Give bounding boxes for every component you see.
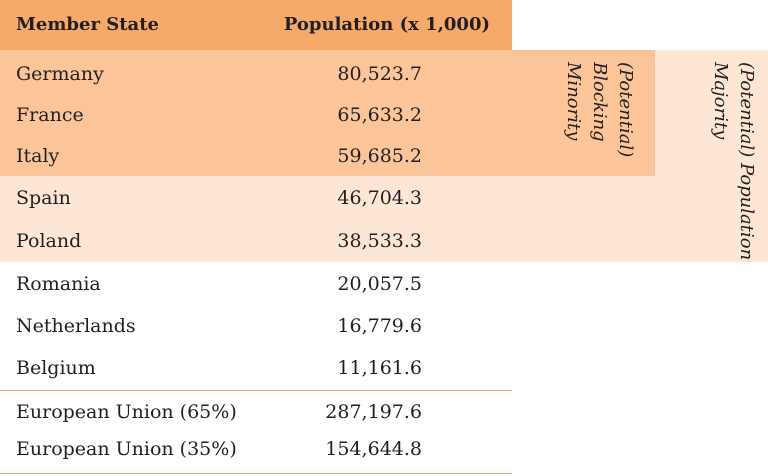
row-name-spain: Spain [16, 187, 71, 209]
row-name-france: France [16, 104, 84, 126]
row-name-eu-35: European Union (35%) [16, 438, 237, 460]
population-majority-line-2: Majority [710, 62, 731, 140]
row-value-poland: 38,533.3 [337, 230, 422, 252]
blocking-minority-line-2: Blocking [589, 62, 610, 142]
row-name-romania: Romania [16, 273, 101, 295]
row-name-germany: Germany [16, 63, 104, 85]
row-value-netherlands: 16,779.6 [337, 315, 422, 337]
table-bottom-rule [0, 473, 512, 474]
population-majority-line-1: (Potential) Population [736, 62, 757, 261]
blocking-minority-label [560, 62, 638, 162]
row-value-italy: 59,685.2 [337, 145, 422, 167]
row-value-belgium: 11,161.6 [337, 357, 422, 379]
row-value-spain: 46,704.3 [337, 187, 422, 209]
row-value-romania: 20,057.5 [337, 273, 422, 295]
row-name-netherlands: Netherlands [16, 315, 136, 337]
row-name-belgium: Belgium [16, 357, 96, 379]
row-value-germany: 80,523.7 [337, 63, 422, 85]
population-majority-label [707, 62, 759, 261]
row-value-eu-65: 287,197.6 [325, 401, 422, 423]
row-value-france: 65,633.2 [337, 104, 422, 126]
row-name-poland: Poland [16, 230, 82, 252]
row-name-eu-65: European Union (65%) [16, 401, 237, 423]
column-header-member-state: Member State [16, 14, 159, 35]
row-name-italy: Italy [16, 145, 60, 167]
blocking-minority-line-3: Minority [563, 62, 584, 141]
total-separator-rule [0, 390, 512, 391]
column-header-population: Population (x 1,000) [283, 14, 490, 35]
blocking-minority-line-1: (Potential) [615, 62, 636, 158]
row-value-eu-35: 154,644.8 [325, 438, 422, 460]
